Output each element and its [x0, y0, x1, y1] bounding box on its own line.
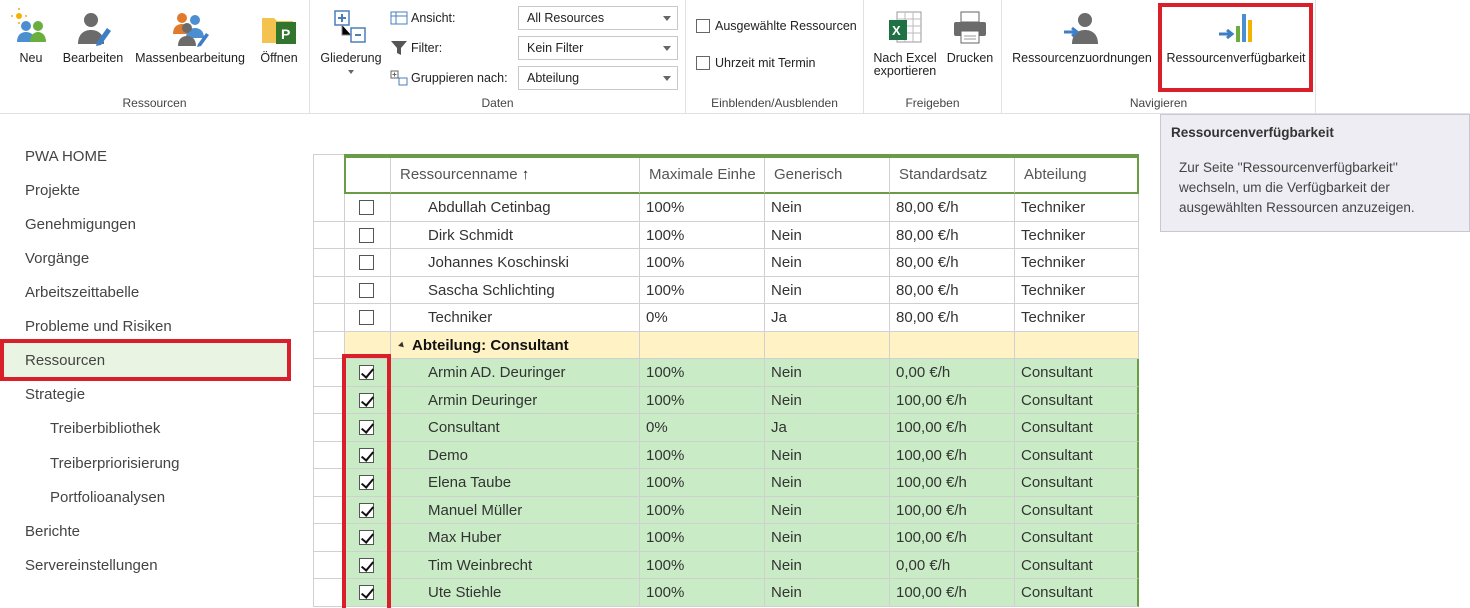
row-gutter — [313, 222, 344, 250]
cell-standard-rate: 0,00 €/h — [889, 359, 1014, 387]
cell-department: Techniker — [1014, 194, 1139, 222]
group-label-share: Freigeben — [905, 96, 960, 110]
group-by-label-row — [390, 67, 508, 89]
collapse-triangle-icon[interactable] — [398, 342, 406, 350]
header-resource-name[interactable] — [390, 158, 639, 194]
row-gutter — [313, 552, 344, 580]
cell-max-units: 0% — [639, 304, 764, 332]
table-row[interactable] — [313, 442, 1141, 470]
ribbon-group-daten — [310, 0, 686, 114]
cell-max-units: 100% — [639, 222, 764, 250]
group-empty-cell — [889, 332, 1014, 360]
cell-max-units: 100% — [639, 277, 764, 305]
table-row[interactable] — [313, 249, 1141, 277]
time-with-date-toggle[interactable] — [696, 56, 815, 70]
row-gutter — [313, 277, 344, 305]
cell-resource-name: Elena Taube — [390, 469, 639, 497]
header-standard-rate[interactable] — [889, 158, 1014, 194]
view-label-row — [390, 7, 455, 29]
resource-availability-label: Ressourcenverfügbarkeit — [1166, 51, 1306, 65]
row-gutter — [313, 332, 344, 360]
svg-text:P: P — [281, 26, 291, 42]
header-generic[interactable] — [764, 158, 889, 194]
nav-item-ressourcen[interactable]: Ressourcen — [25, 352, 106, 369]
nav-item-vorgaenge[interactable]: Vorgänge — [25, 250, 90, 267]
cell-standard-rate: 100,00 €/h — [889, 414, 1014, 442]
cell-department: Consultant — [1014, 552, 1139, 580]
selected-resources-toggle[interactable] — [696, 19, 857, 33]
cell-generic: Nein — [764, 552, 889, 580]
group-empty-cell — [764, 332, 889, 360]
open-project-icon — [259, 8, 299, 48]
cell-generic: Nein — [764, 497, 889, 525]
cell-resource-name: Demo — [390, 442, 639, 470]
group-by-label: Gruppieren nach: — [411, 71, 508, 85]
ribbon — [0, 0, 1470, 114]
cell-department: Techniker — [1014, 304, 1139, 332]
cell-standard-rate: 80,00 €/h — [889, 304, 1014, 332]
table-row[interactable] — [313, 414, 1141, 442]
cell-department: Techniker — [1014, 249, 1139, 277]
cell-department: Consultant — [1014, 387, 1139, 415]
cell-standard-rate: 100,00 €/h — [889, 442, 1014, 470]
edit-resource-button[interactable] — [58, 8, 128, 65]
new-user-icon — [11, 8, 51, 48]
open-label: Öffnen — [260, 51, 298, 65]
header-select — [344, 158, 390, 194]
header-max-units-label: Maximale Einhe — [649, 166, 756, 183]
row-gutter — [313, 387, 344, 415]
group-by-icon — [390, 70, 408, 86]
cell-resource-name: Armin AD. Deuringer — [390, 359, 639, 387]
group-label-navigate: Navigieren — [1129, 96, 1188, 110]
table-row[interactable] — [313, 387, 1141, 415]
cell-generic: Nein — [764, 194, 889, 222]
nav-item-strategie[interactable]: Strategie — [25, 386, 86, 403]
nav-item-treiberbibliothek[interactable]: Treiberbibliothek — [50, 420, 161, 437]
cell-department: Consultant — [1014, 442, 1139, 470]
table-row[interactable] — [313, 194, 1141, 222]
filter-select-value: Kein Filter — [527, 41, 584, 55]
group-label-show-hide: Einblenden/Ausblenden — [711, 96, 838, 110]
cell-select — [344, 332, 390, 360]
table-row[interactable] — [313, 524, 1141, 552]
resource-assignments-icon — [1062, 8, 1102, 48]
ribbon-group-share — [864, 0, 1002, 114]
tooltip-body: Zur Seite ''Ressourcenverfügbarkeit'' wechseln, um die Verfügbarkeit der ausgewählten Ressourcen anzuzeigen. — [1179, 160, 1415, 215]
cell-standard-rate: 80,00 €/h — [889, 222, 1014, 250]
header-department-label: Abteilung — [1024, 166, 1087, 183]
row-gutter — [313, 524, 344, 552]
cell-resource-name: Dirk Schmidt — [390, 222, 639, 250]
cell-standard-rate: 100,00 €/h — [889, 387, 1014, 415]
row-gutter — [313, 442, 344, 470]
cell-standard-rate: 100,00 €/h — [889, 469, 1014, 497]
row-checkbox-checked[interactable] — [359, 503, 374, 518]
cell-max-units: 100% — [639, 442, 764, 470]
row-gutter — [313, 304, 344, 332]
new-resource-button[interactable] — [6, 8, 56, 65]
row-checkbox-checked[interactable] — [359, 475, 374, 490]
group-header-row[interactable] — [313, 332, 1141, 360]
nav-item-berichte[interactable]: Berichte — [25, 523, 81, 540]
row-gutter — [313, 497, 344, 525]
table-row[interactable] — [313, 222, 1141, 250]
row-gutter — [313, 579, 344, 607]
cell-generic: Ja — [764, 414, 889, 442]
edit-user-icon — [73, 8, 113, 48]
outline-icon — [331, 8, 371, 48]
cell-resource-name: Tim Weinbrecht — [390, 552, 639, 580]
grid-header — [313, 154, 1141, 194]
cell-max-units: 100% — [639, 497, 764, 525]
time-with-date-label: Uhrzeit mit Termin — [715, 56, 816, 70]
row-checkbox-checked[interactable] — [359, 558, 374, 573]
resource-assignments-label: Ressourcenzuordnungen — [1012, 51, 1152, 65]
cell-max-units: 100% — [639, 194, 764, 222]
row-gutter — [313, 359, 344, 387]
chevron-down-icon — [663, 46, 671, 51]
cell-resource-name: Max Huber — [390, 524, 639, 552]
cell-resource-name: Abdullah Cetinbag — [390, 194, 639, 222]
tooltip-title: Ressourcenverfügbarkeit — [1171, 125, 1334, 140]
export-excel-label-2: exportieren — [873, 64, 937, 78]
selected-resources-checkbox[interactable] — [696, 19, 710, 33]
ribbon-group-navigate — [1002, 0, 1316, 114]
cell-max-units: 0% — [639, 414, 764, 442]
cell-standard-rate: 80,00 €/h — [889, 249, 1014, 277]
print-button[interactable] — [942, 8, 998, 65]
cell-max-units: 100% — [639, 387, 764, 415]
cell-resource-name: Armin Deuringer — [390, 387, 639, 415]
chevron-down-icon — [348, 70, 354, 74]
table-row[interactable] — [313, 497, 1141, 525]
bulk-edit-button[interactable] — [130, 8, 250, 65]
group-empty-cell — [1014, 332, 1139, 360]
cell-resource-name: Consultant — [390, 414, 639, 442]
table-row[interactable] — [313, 469, 1141, 497]
row-checkbox-checked[interactable] — [359, 420, 374, 435]
cell-generic: Nein — [764, 469, 889, 497]
cell-max-units: 100% — [639, 249, 764, 277]
group-empty-cell — [639, 332, 764, 360]
ribbon-group-ressourcen — [0, 0, 310, 114]
group-label-ressourcen: Ressourcen — [122, 96, 187, 110]
nav-item-treiberpriorisierung[interactable]: Treiberpriorisierung — [50, 455, 180, 472]
cell-department: Consultant — [1014, 497, 1139, 525]
resource-availability-icon — [1216, 8, 1256, 48]
export-excel-label-1: Nach Excel — [873, 51, 937, 65]
cell-generic: Nein — [764, 524, 889, 552]
availability-tooltip — [1160, 114, 1470, 232]
bulk-edit-label: Massenbearbeitung — [135, 51, 245, 65]
ribbon-group-show-hide — [686, 0, 864, 114]
cell-standard-rate: 100,00 €/h — [889, 579, 1014, 607]
cell-standard-rate: 100,00 €/h — [889, 497, 1014, 525]
cell-generic: Nein — [764, 277, 889, 305]
excel-icon — [885, 8, 925, 48]
cell-department: Techniker — [1014, 222, 1139, 250]
row-checkbox-checked[interactable] — [359, 365, 374, 380]
header-gutter — [313, 154, 344, 194]
cell-generic: Nein — [764, 222, 889, 250]
resource-assignments-button[interactable] — [1008, 8, 1156, 65]
cell-department: Consultant — [1014, 469, 1139, 497]
table-row[interactable] — [313, 277, 1141, 305]
row-checkbox-checked[interactable] — [359, 393, 374, 408]
printer-icon — [950, 8, 990, 48]
cell-resource-name: Johannes Koschinski — [390, 249, 639, 277]
row-checkbox[interactable] — [359, 283, 374, 298]
cell-generic: Nein — [764, 387, 889, 415]
cell-department: Consultant — [1014, 414, 1139, 442]
view-select[interactable] — [518, 6, 678, 30]
header-resource-name-label: Ressourcenname — [400, 166, 518, 183]
cell-resource-name: Techniker — [390, 304, 639, 332]
cell-standard-rate: 80,00 €/h — [889, 277, 1014, 305]
nav-item-projekte[interactable]: Projekte — [25, 182, 81, 199]
header-standard-rate-label: Standardsatz — [899, 166, 988, 183]
cell-generic: Nein — [764, 359, 889, 387]
group-label: Abteilung: Consultant — [412, 336, 569, 354]
filter-icon — [390, 40, 408, 56]
group-label-daten: Daten — [481, 96, 514, 110]
cell-max-units: 100% — [639, 469, 764, 497]
table-row[interactable] — [313, 552, 1141, 580]
cell-resource-name: Sascha Schlichting — [390, 277, 639, 305]
nav-item-servereinstellungen[interactable]: Servereinstellungen — [25, 557, 158, 574]
row-checkbox[interactable] — [359, 200, 374, 215]
cell-department: Techniker — [1014, 277, 1139, 305]
row-checkbox-checked[interactable] — [359, 585, 374, 600]
row-checkbox-checked[interactable] — [359, 530, 374, 545]
header-department[interactable] — [1014, 158, 1139, 194]
cell-max-units: 100% — [639, 524, 764, 552]
chevron-down-icon — [663, 16, 671, 21]
header-generic-label: Generisch — [774, 166, 843, 183]
filter-label: Filter: — [411, 41, 443, 55]
view-select-value: All Resources — [527, 11, 605, 25]
cell-max-units: 100% — [639, 579, 764, 607]
cell-standard-rate: 0,00 €/h — [889, 552, 1014, 580]
group-label-cell — [390, 332, 639, 360]
selected-resources-label: Ausgewählte Ressourcen — [715, 19, 857, 33]
sort-asc-icon: ↑ — [521, 166, 530, 183]
svg-text:X: X — [892, 23, 901, 38]
cell-standard-rate: 100,00 €/h — [889, 524, 1014, 552]
cell-department: Consultant — [1014, 524, 1139, 552]
view-label: Ansicht: — [411, 11, 456, 25]
view-icon — [390, 10, 408, 26]
nav-item-genehmigungen[interactable]: Genehmigungen — [25, 216, 136, 233]
chevron-down-icon — [663, 76, 671, 81]
edit-resource-label: Bearbeiten — [62, 51, 124, 65]
export-excel-button[interactable] — [870, 8, 940, 78]
outline-button[interactable] — [316, 8, 386, 74]
table-row[interactable] — [313, 304, 1141, 332]
row-gutter — [313, 194, 344, 222]
row-gutter — [313, 414, 344, 442]
nav-item-portfolioanalysen[interactable]: Portfolioanalysen — [50, 489, 166, 506]
cell-generic: Nein — [764, 442, 889, 470]
group-by-select-value: Abteilung — [527, 71, 580, 85]
row-gutter — [313, 249, 344, 277]
open-button[interactable] — [254, 8, 304, 65]
row-checkbox-checked[interactable] — [359, 448, 374, 463]
row-gutter — [313, 469, 344, 497]
cell-resource-name: Ute Stiehle — [390, 579, 639, 607]
cell-generic: Nein — [764, 579, 889, 607]
cell-department: Consultant — [1014, 579, 1139, 607]
row-checkbox[interactable] — [359, 228, 374, 243]
cell-max-units: 100% — [639, 552, 764, 580]
bulk-edit-users-icon — [170, 8, 210, 48]
print-label: Drucken — [946, 51, 994, 65]
row-checkbox[interactable] — [359, 255, 374, 270]
row-checkbox[interactable] — [359, 310, 374, 325]
time-with-date-checkbox[interactable] — [696, 56, 710, 70]
group-by-select[interactable] — [518, 66, 678, 90]
cell-max-units: 100% — [639, 359, 764, 387]
filter-label-row — [390, 37, 442, 59]
nav-item-probleme-risiken[interactable]: Probleme und Risiken — [25, 318, 172, 335]
header-max-units[interactable] — [639, 158, 764, 194]
table-row[interactable] — [313, 579, 1141, 607]
outline-label: Gliederung — [320, 51, 382, 65]
new-resource-label: Neu — [19, 51, 43, 65]
cell-resource-name: Manuel Müller — [390, 497, 639, 525]
nav-item-pwa-home[interactable]: PWA HOME — [25, 148, 107, 165]
cell-department: Consultant — [1014, 359, 1139, 387]
resource-availability-button[interactable] — [1162, 8, 1310, 65]
filter-select[interactable] — [518, 36, 678, 60]
nav-item-arbeitszeittabelle[interactable]: Arbeitszeittabelle — [25, 284, 140, 301]
cell-generic: Nein — [764, 249, 889, 277]
table-row[interactable] — [313, 359, 1141, 387]
cell-standard-rate: 80,00 €/h — [889, 194, 1014, 222]
cell-generic: Ja — [764, 304, 889, 332]
